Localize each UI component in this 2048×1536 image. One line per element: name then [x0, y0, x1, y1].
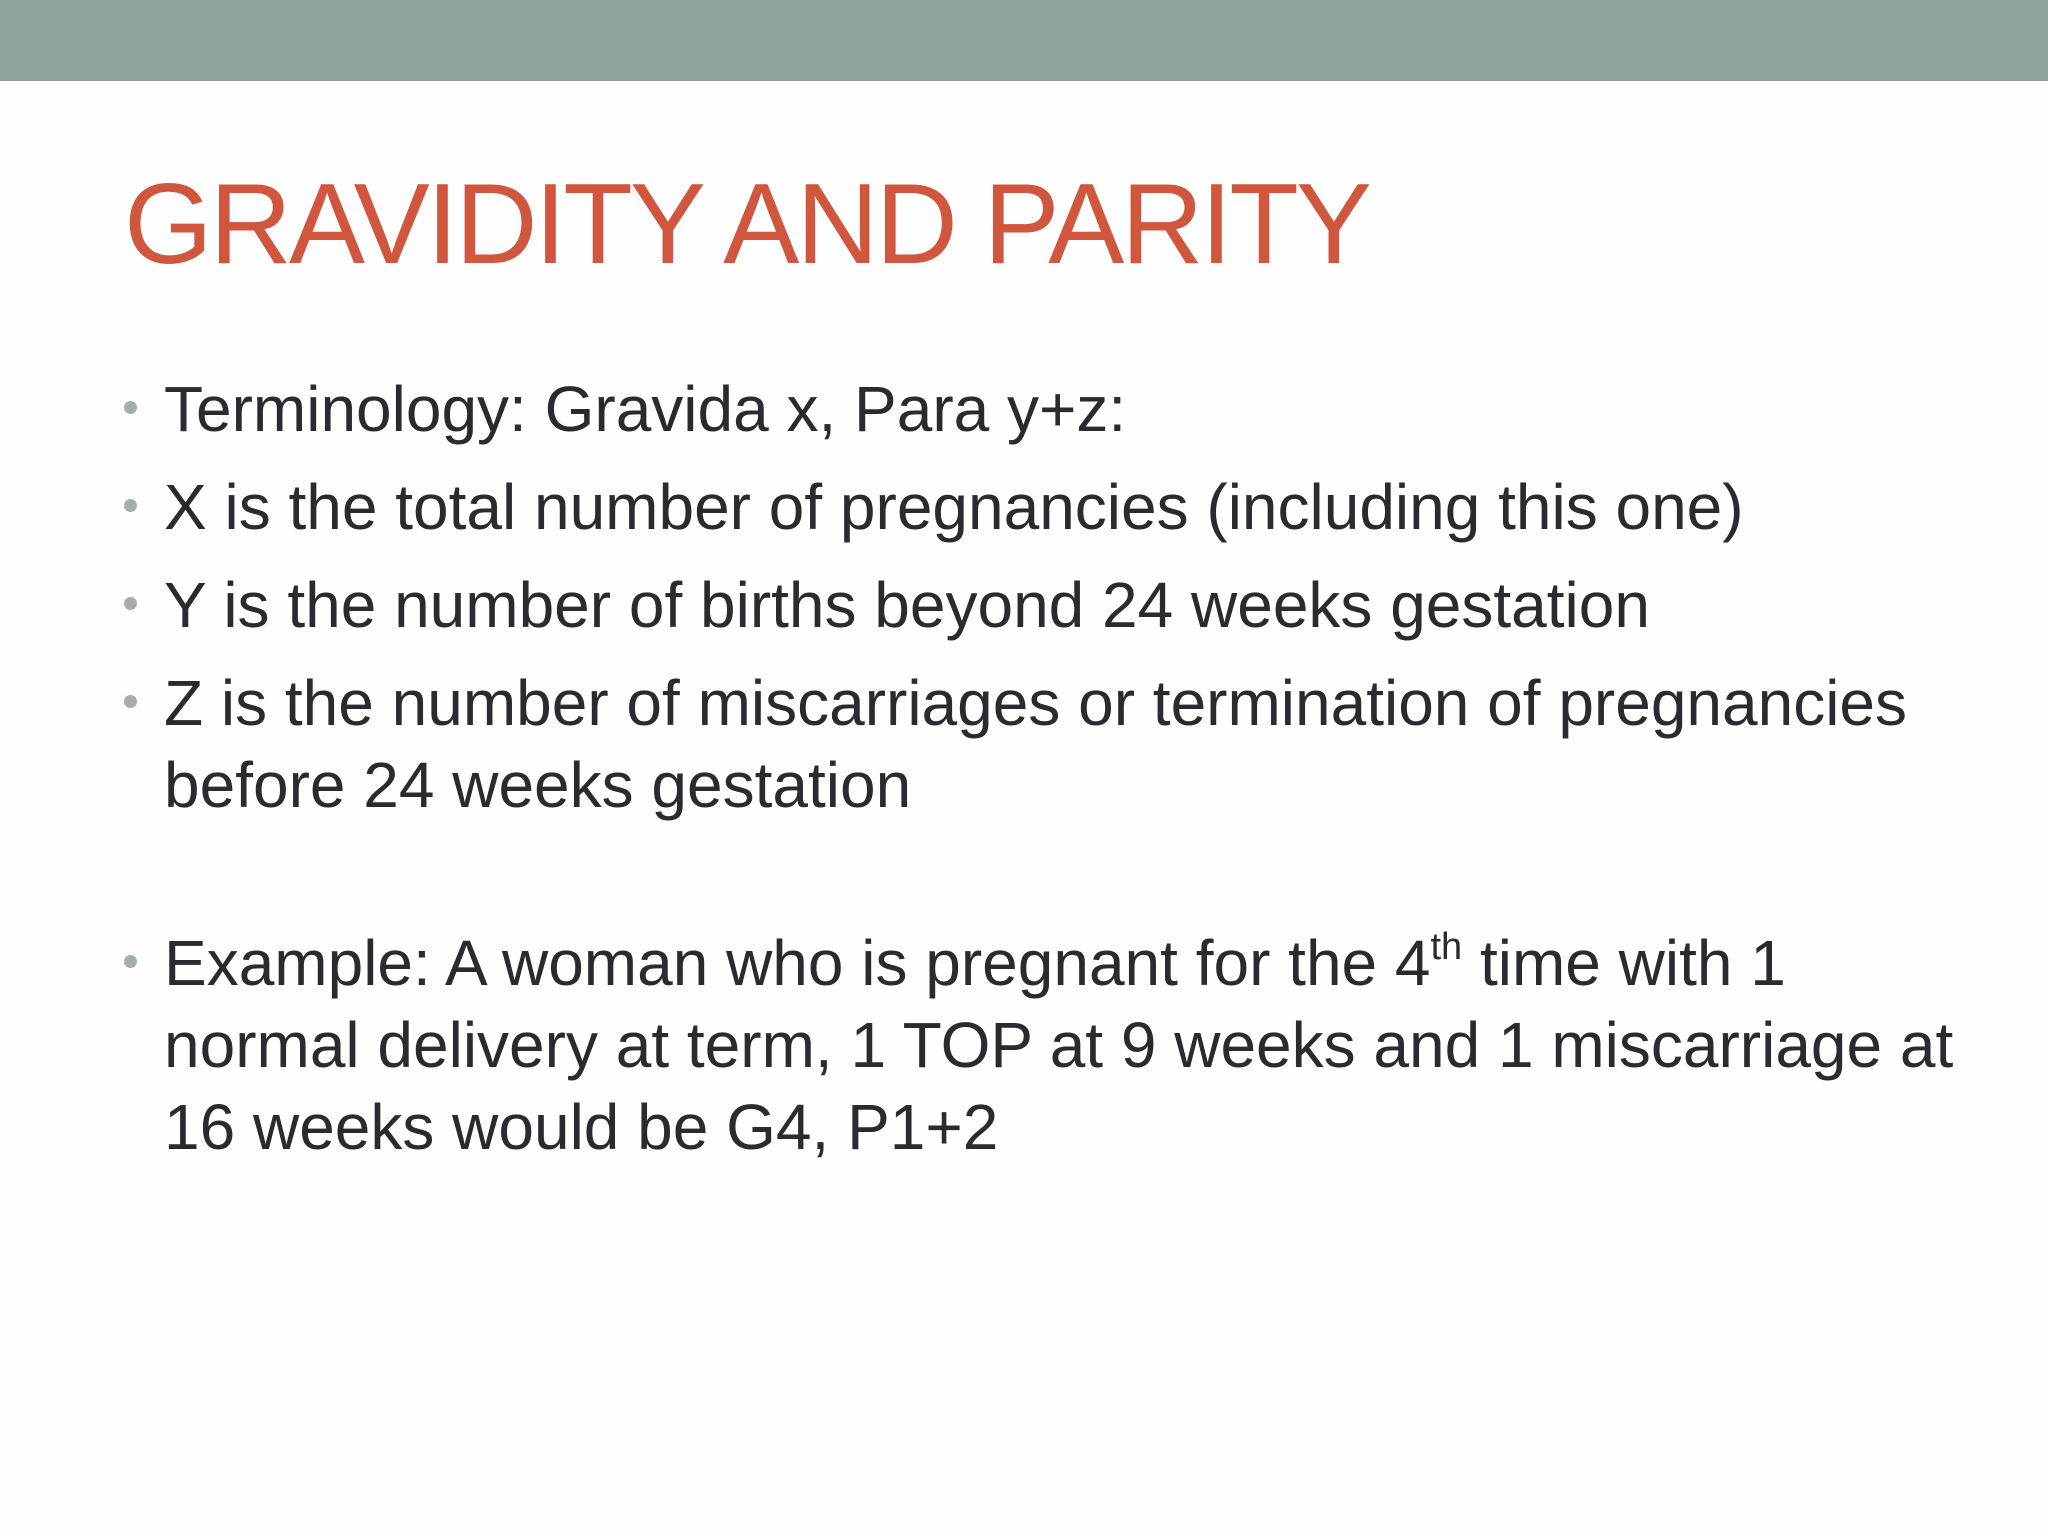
slide-title: GRAVIDITY AND PARITY [124, 161, 1369, 288]
bullet-list [124, 368, 1984, 1184]
header-band [0, 0, 2048, 81]
example-text-end: time with 1 normal delivery at term, 1 TOP at 9 weeks and 1 miscarriage at 16 weeks would be G4, P1+2 [164, 927, 1954, 1163]
bullet-dot-icon [124, 955, 137, 968]
bullet-item [124, 564, 1984, 646]
bullet-item [124, 662, 1984, 826]
bullet-text: Y is the number of births beyond 24 weeks gestation [164, 569, 1650, 641]
ordinal-superscript: th [1430, 926, 1463, 968]
example-bullet [124, 922, 1984, 1168]
bullet-item [124, 466, 1984, 548]
bullet-text: X is the total number of pregnancies (including this one) [164, 471, 1744, 543]
bullet-dot-icon [124, 499, 137, 512]
bullet-dot-icon [124, 695, 137, 708]
example-text-start: Example: A woman who is pregnant for the 4 [164, 927, 1431, 999]
bullet-dot-icon [124, 597, 137, 610]
bullet-text: Z is the number of miscarriages or termination of pregnancies before 24 weeks gestation [164, 667, 1907, 821]
bullet-item [124, 368, 1984, 450]
bullet-dot-icon [124, 401, 137, 414]
bullet-text: Terminology: Gravida x, Para y+z: [164, 373, 1127, 445]
